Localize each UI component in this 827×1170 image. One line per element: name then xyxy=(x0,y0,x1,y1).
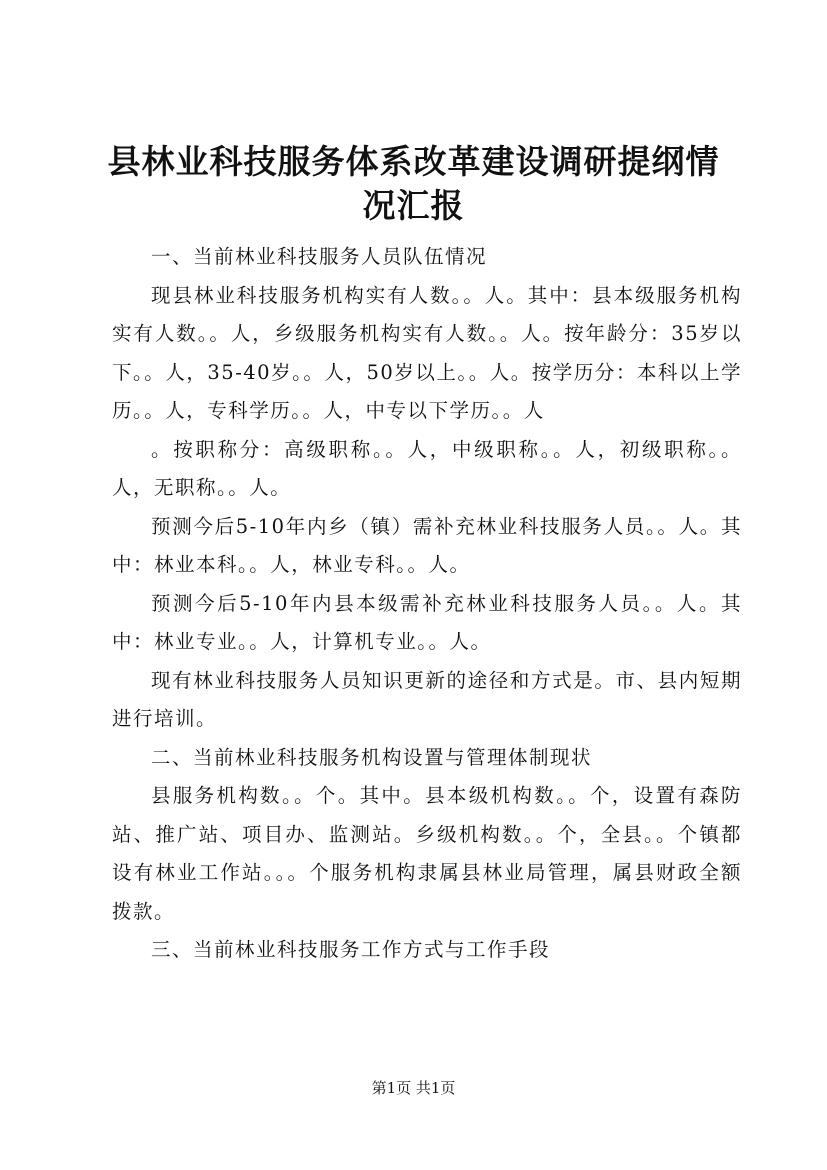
paragraph-staff-count: 现县林业科技服务机构实有人数。。人。其中：县本级服务机构实有人数。。人，乡级服务机构实有人数。。人。按年龄分：35岁以下。。人，35-40岁。。人，50岁以上。。人。按学历分：本科以上学历。。人，专科学历。。人，中专以下学历。。人 xyxy=(112,283,742,422)
paragraph-institutions: 县服务机构数。。个。其中。县本级机构数。。个，设置有森防站、推广站、项目办、监测站。乡级机构数。。个，全县。。个镇都设有林业工作站。。。个服务机构隶属县林业局管理，属县财政全额拨款。 xyxy=(112,784,742,923)
page-number-footer: 第1页 共1页 xyxy=(371,1079,456,1097)
paragraph-county-forecast: 预测今后5-10年内县本级需补充林业科技服务人员。。人。其中：林业专业。。人，计算机专业。。人。 xyxy=(112,591,742,653)
section-heading-3: 三、当前林业科技服务工作方式与工作手段 xyxy=(151,938,551,961)
section-heading-1: 一、当前林业科技服务人员队伍情况 xyxy=(151,245,488,268)
paragraph-training: 现有林业科技服务人员知识更新的途径和方式是。市、县内短期进行培训。 xyxy=(112,668,742,730)
section-heading-2: 二、当前林业科技服务机构设置与管理体制现状 xyxy=(151,745,593,769)
paragraph-township-forecast: 预测今后5-10年内乡（镇）需补充林业科技服务人员。。人。其中：林业本科。。人，林业专科。。人。 xyxy=(112,514,742,576)
document-body xyxy=(112,238,742,970)
document-title: 县林业科技服务体系改革建设调研提纲情况汇报 xyxy=(107,142,720,225)
paragraph-title-breakdown: 。按职称分：高级职称。。人，中级职称。。人，初级职称。。人，无职称。。人。 xyxy=(112,437,742,499)
